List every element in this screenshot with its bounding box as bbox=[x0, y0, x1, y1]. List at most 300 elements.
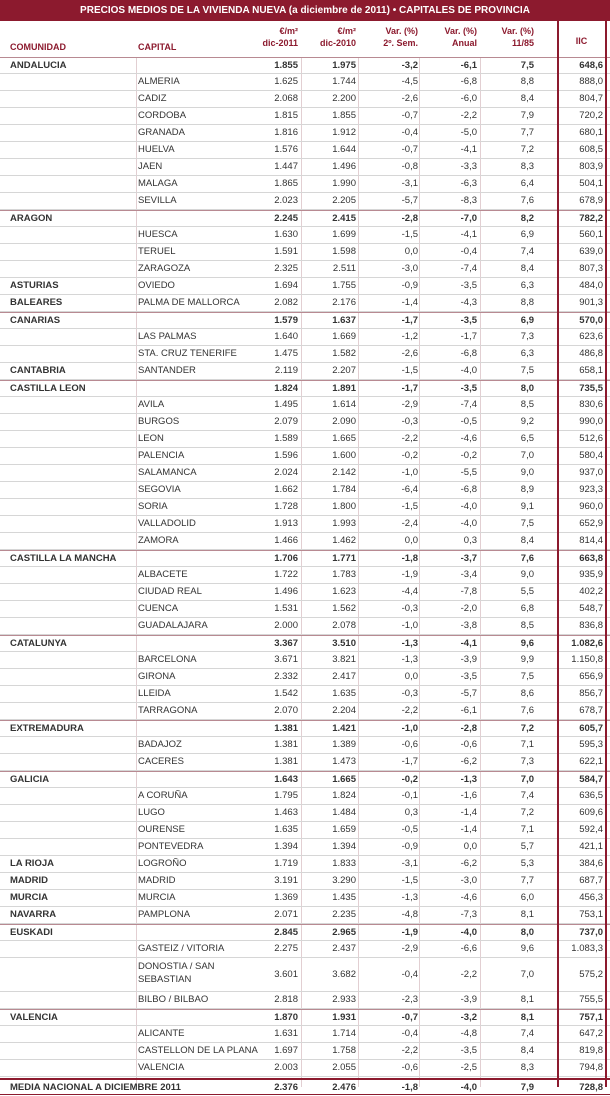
header-var-annual bbox=[420, 25, 477, 49]
header-comunidad: COMUNIDAD bbox=[10, 42, 66, 52]
table-row bbox=[0, 958, 610, 992]
cell-comunidad: ANDALUCIA bbox=[10, 60, 67, 71]
cell-value-c5: 7,2 bbox=[520, 144, 534, 155]
cell-value-c3: -1,7 bbox=[401, 756, 418, 767]
cell-capital: ALICANTE bbox=[138, 1028, 185, 1039]
cell-value-c1: 1.625 bbox=[274, 76, 298, 87]
cell-value-c6: 680,1 bbox=[579, 127, 603, 138]
cell-value-c5: 6,9 bbox=[520, 315, 534, 326]
cell-value-c6: 456,3 bbox=[579, 892, 603, 903]
cell-value-c6: 636,5 bbox=[579, 790, 603, 801]
table-row bbox=[0, 567, 610, 584]
cell-value-c4: -6,1 bbox=[460, 60, 477, 71]
cell-value-c3: -2,8 bbox=[401, 213, 418, 224]
header-price-2011-unit: €/m² bbox=[279, 26, 298, 36]
cell-comunidad bbox=[10, 958, 135, 991]
cell-value-c1: 1.631 bbox=[274, 1028, 298, 1039]
cell-value-c4: -7,4 bbox=[460, 263, 477, 274]
table-row bbox=[0, 482, 610, 499]
cell-value-c2: 3.682 bbox=[332, 969, 356, 980]
total-value-c3: -1,8 bbox=[401, 1082, 418, 1093]
cell-value-c6: 658,1 bbox=[579, 365, 603, 376]
cell-value-c5: 9,9 bbox=[520, 654, 534, 665]
cell-value-c2: 1.699 bbox=[332, 229, 356, 240]
cell-value-c2: 1.389 bbox=[332, 739, 356, 750]
cell-value-c3: -3,1 bbox=[401, 178, 418, 189]
cell-value-c3: -2,9 bbox=[401, 943, 418, 954]
cell-value-c2: 1.665 bbox=[332, 774, 356, 785]
total-row bbox=[0, 1078, 610, 1095]
cell-value-c2: 2.078 bbox=[332, 620, 356, 631]
cell-value-c1: 1.495 bbox=[274, 399, 298, 410]
cell-value-c1: 1.542 bbox=[274, 688, 298, 699]
header-var-semester bbox=[360, 25, 418, 49]
cell-value-c2: 1.891 bbox=[332, 383, 356, 394]
cell-value-c5: 5,7 bbox=[520, 841, 534, 852]
cell-comunidad bbox=[10, 482, 135, 498]
cell-value-c3: -1,3 bbox=[401, 638, 418, 649]
cell-value-c1: 2.275 bbox=[274, 943, 298, 954]
cell-comunidad: CASTILLA LEON bbox=[10, 383, 86, 394]
cell-value-c4: -0,4 bbox=[460, 246, 477, 257]
total-value-c6: 728,8 bbox=[579, 1082, 603, 1093]
cell-value-c3: 0,0 bbox=[404, 246, 418, 257]
cell-value-c1: 2.079 bbox=[274, 416, 298, 427]
cell-capital: SALAMANCA bbox=[138, 467, 197, 478]
region-row bbox=[0, 312, 610, 329]
cell-comunidad bbox=[10, 397, 135, 413]
table-row bbox=[0, 346, 610, 363]
cell-value-c3: -1,8 bbox=[401, 553, 418, 564]
cell-value-c1: 1.697 bbox=[274, 1045, 298, 1056]
cell-comunidad bbox=[10, 261, 135, 277]
cell-capital bbox=[138, 925, 256, 941]
cell-capital: HUELVA bbox=[138, 144, 175, 155]
cell-comunidad bbox=[10, 448, 135, 464]
cell-value-c5: 7,0 bbox=[520, 774, 534, 785]
cell-value-c6: 402,2 bbox=[579, 586, 603, 597]
cell-value-c2: 1.990 bbox=[332, 178, 356, 189]
cell-value-c4: -6,8 bbox=[460, 484, 477, 495]
cell-value-c5: 7,0 bbox=[520, 450, 534, 461]
cell-value-c4: -0,5 bbox=[460, 416, 477, 427]
cell-value-c1: 1.728 bbox=[274, 501, 298, 512]
cell-value-c5: 7,4 bbox=[520, 1028, 534, 1039]
cell-value-c6: 560,1 bbox=[579, 229, 603, 240]
cell-capital: VALLADOLID bbox=[138, 518, 196, 529]
cell-value-c3: 0,0 bbox=[404, 535, 418, 546]
cell-value-c3: -3,1 bbox=[401, 858, 418, 869]
cell-value-c3: -0,9 bbox=[401, 841, 418, 852]
table-row bbox=[0, 703, 610, 720]
cell-value-c6: 935,9 bbox=[579, 569, 603, 580]
table-row bbox=[0, 74, 610, 91]
cell-value-c5: 9,2 bbox=[520, 416, 534, 427]
cell-value-c2: 1.912 bbox=[332, 127, 356, 138]
table-row bbox=[0, 652, 610, 669]
cell-value-c3: -3,2 bbox=[401, 60, 418, 71]
cell-capital: HUESCA bbox=[138, 229, 178, 240]
cell-value-c3: -0,4 bbox=[401, 969, 418, 980]
cell-comunidad: GALICIA bbox=[10, 774, 50, 785]
cell-comunidad bbox=[10, 839, 135, 855]
cell-value-c2: 1.669 bbox=[332, 331, 356, 342]
cell-capital bbox=[138, 381, 256, 397]
region-row bbox=[0, 720, 610, 737]
cell-value-c6: 384,6 bbox=[579, 858, 603, 869]
cell-value-c3: -1,0 bbox=[401, 723, 418, 734]
cell-comunidad bbox=[10, 176, 135, 192]
cell-comunidad bbox=[10, 652, 135, 668]
cell-capital: SANTANDER bbox=[138, 365, 196, 376]
cell-value-c4: -3,9 bbox=[460, 994, 477, 1005]
cell-capital: ZAMORA bbox=[138, 535, 179, 546]
cell-capital: CUENCA bbox=[138, 603, 179, 614]
cell-value-c1: 1.870 bbox=[274, 1012, 298, 1023]
cell-value-c5: 8,8 bbox=[520, 297, 534, 308]
cell-capital: PALENCIA bbox=[138, 450, 185, 461]
cell-value-c3: 0,0 bbox=[404, 671, 418, 682]
cell-comunidad bbox=[10, 618, 135, 634]
cell-value-c4: -4,6 bbox=[460, 892, 477, 903]
cell-capital bbox=[138, 58, 256, 74]
cell-value-c1: 1.706 bbox=[274, 553, 298, 564]
cell-value-c1: 2.003 bbox=[274, 1062, 298, 1073]
table-row bbox=[0, 193, 610, 210]
cell-value-c1: 2.070 bbox=[274, 705, 298, 716]
cell-value-c6: 486,8 bbox=[579, 348, 603, 359]
cell-value-c2: 2.200 bbox=[332, 93, 356, 104]
cell-value-c5: 7,4 bbox=[520, 246, 534, 257]
cell-value-c4: -4,1 bbox=[460, 144, 477, 155]
cell-value-c4: -0,2 bbox=[460, 450, 477, 461]
cell-value-c3: -1,5 bbox=[401, 229, 418, 240]
cell-value-c5: 7,9 bbox=[520, 110, 534, 121]
cell-value-c3: -1,9 bbox=[401, 569, 418, 580]
cell-value-c4: -5,7 bbox=[460, 688, 477, 699]
cell-value-c6: 836,8 bbox=[579, 620, 603, 631]
cell-value-c6: 1.150,8 bbox=[571, 654, 603, 665]
cell-value-c5: 7,7 bbox=[520, 875, 534, 886]
cell-value-c5: 9,0 bbox=[520, 467, 534, 478]
cell-value-c5: 7,5 bbox=[520, 518, 534, 529]
cell-value-c6: 814,4 bbox=[579, 535, 603, 546]
cell-value-c5: 6,4 bbox=[520, 178, 534, 189]
table-row bbox=[0, 363, 610, 380]
cell-value-c3: -0,4 bbox=[401, 127, 418, 138]
header-price-2010-date: dic-2010 bbox=[319, 38, 356, 48]
cell-capital: ALMERIA bbox=[138, 76, 180, 87]
cell-capital bbox=[138, 211, 256, 227]
cell-value-c2: 1.975 bbox=[332, 60, 356, 71]
cell-value-c3: -1,7 bbox=[401, 315, 418, 326]
cell-value-c5: 9,1 bbox=[520, 501, 534, 512]
table-row bbox=[0, 108, 610, 125]
table-row bbox=[0, 176, 610, 193]
cell-value-c6: 753,1 bbox=[579, 909, 603, 920]
cell-value-c1: 1.815 bbox=[274, 110, 298, 121]
region-row bbox=[0, 550, 610, 567]
cell-capital: DONOSTIA / SAN SEBASTIAN bbox=[138, 961, 215, 985]
cell-capital: OVIEDO bbox=[138, 280, 175, 291]
cell-value-c3: -0,3 bbox=[401, 603, 418, 614]
cell-value-c2: 2.176 bbox=[332, 297, 356, 308]
cell-comunidad bbox=[10, 108, 135, 124]
cell-value-c5: 7,5 bbox=[520, 365, 534, 376]
region-row bbox=[0, 1009, 610, 1026]
cell-comunidad bbox=[10, 992, 135, 1008]
cell-value-c3: -0,7 bbox=[401, 1012, 418, 1023]
cell-value-c4: -6,8 bbox=[460, 348, 477, 359]
table-row bbox=[0, 839, 610, 856]
cell-value-c6: 755,5 bbox=[579, 994, 603, 1005]
cell-value-c3: -2,6 bbox=[401, 93, 418, 104]
cell-comunidad: ASTURIAS bbox=[10, 280, 59, 291]
cell-value-c4: -7,3 bbox=[460, 909, 477, 920]
cell-value-c4: -3,5 bbox=[460, 1045, 477, 1056]
cell-value-c5: 8,6 bbox=[520, 688, 534, 699]
cell-value-c4: 0,3 bbox=[463, 535, 477, 546]
cell-capital: SORIA bbox=[138, 501, 168, 512]
cell-capital bbox=[138, 313, 256, 329]
cell-value-c1: 1.913 bbox=[274, 518, 298, 529]
cell-value-c4: -3,2 bbox=[460, 1012, 477, 1023]
cell-value-c1: 1.596 bbox=[274, 450, 298, 461]
cell-value-c3: -0,3 bbox=[401, 688, 418, 699]
table-row bbox=[0, 414, 610, 431]
cell-comunidad bbox=[10, 533, 135, 549]
cell-value-c2: 1.714 bbox=[332, 1028, 356, 1039]
cell-value-c6: 937,0 bbox=[579, 467, 603, 478]
cell-capital: GIRONA bbox=[138, 671, 176, 682]
cell-value-c2: 2.965 bbox=[332, 927, 356, 938]
cell-value-c6: 609,6 bbox=[579, 807, 603, 818]
cell-value-c6: 595,3 bbox=[579, 739, 603, 750]
cell-value-c1: 2.332 bbox=[274, 671, 298, 682]
cell-value-c6: 901,3 bbox=[579, 297, 603, 308]
cell-value-c5: 7,1 bbox=[520, 739, 534, 750]
cell-value-c4: -1,3 bbox=[460, 774, 477, 785]
cell-value-c3: -0,7 bbox=[401, 110, 418, 121]
cell-value-c3: -1,9 bbox=[401, 927, 418, 938]
cell-value-c1: 1.576 bbox=[274, 144, 298, 155]
cell-comunidad: VALENCIA bbox=[10, 1012, 58, 1023]
cell-value-c2: 2.205 bbox=[332, 195, 356, 206]
cell-value-c3: -1,5 bbox=[401, 365, 418, 376]
cell-value-c6: 484,0 bbox=[579, 280, 603, 291]
cell-value-c6: 923,3 bbox=[579, 484, 603, 495]
cell-value-c5: 7,2 bbox=[520, 723, 534, 734]
cell-capital: AVILA bbox=[138, 399, 165, 410]
table-row bbox=[0, 261, 610, 278]
cell-capital: ALBACETE bbox=[138, 569, 188, 580]
cell-capital: BADAJOZ bbox=[138, 739, 182, 750]
cell-value-c6: 830,6 bbox=[579, 399, 603, 410]
cell-value-c3: -4,8 bbox=[401, 909, 418, 920]
cell-value-c1: 1.795 bbox=[274, 790, 298, 801]
cell-value-c5: 7,6 bbox=[520, 195, 534, 206]
header-var-11-85-l1: Var. (%) bbox=[501, 26, 534, 36]
table-row bbox=[0, 907, 610, 924]
cell-value-c5: 7,3 bbox=[520, 756, 534, 767]
cell-value-c3: -0,3 bbox=[401, 416, 418, 427]
cell-value-c4: -6,2 bbox=[460, 756, 477, 767]
cell-value-c6: 794,8 bbox=[579, 1062, 603, 1073]
header-var-semester-l2: 2º. Sem. bbox=[383, 38, 418, 48]
table-title: PRECIOS MEDIOS DE LA VIVIENDA NUEVA (a diciembre de 2011) • CAPITALES DE PROVINCIA bbox=[0, 0, 610, 21]
cell-value-c1: 1.369 bbox=[274, 892, 298, 903]
table-row bbox=[0, 788, 610, 805]
cell-value-c4: -6,3 bbox=[460, 178, 477, 189]
cell-value-c4: -3,5 bbox=[460, 315, 477, 326]
cell-value-c2: 2.207 bbox=[332, 365, 356, 376]
cell-value-c2: 1.484 bbox=[332, 807, 356, 818]
cell-comunidad bbox=[10, 431, 135, 447]
cell-value-c2: 3.821 bbox=[332, 654, 356, 665]
cell-comunidad bbox=[10, 754, 135, 770]
table-row bbox=[0, 516, 610, 533]
header-var-semester-l1: Var. (%) bbox=[385, 26, 418, 36]
cell-value-c5: 7,5 bbox=[520, 671, 534, 682]
cell-comunidad: CANTABRIA bbox=[10, 365, 66, 376]
cell-comunidad: ARAGON bbox=[10, 213, 53, 224]
cell-value-c6: 804,7 bbox=[579, 93, 603, 104]
cell-comunidad: EXTREMADURA bbox=[10, 723, 84, 734]
cell-value-c4: -3,8 bbox=[460, 620, 477, 631]
cell-value-c6: 548,7 bbox=[579, 603, 603, 614]
cell-capital: SEGOVIA bbox=[138, 484, 181, 495]
cell-value-c3: -6,4 bbox=[401, 484, 418, 495]
cell-value-c3: -1,2 bbox=[401, 331, 418, 342]
cell-value-c3: -1,0 bbox=[401, 467, 418, 478]
table-row bbox=[0, 822, 610, 839]
cell-value-c2: 3.290 bbox=[332, 875, 356, 886]
cell-value-c3: -2,2 bbox=[401, 705, 418, 716]
cell-value-c1: 3.367 bbox=[274, 638, 298, 649]
cell-value-c6: 575,2 bbox=[579, 969, 603, 980]
cell-value-c1: 3.601 bbox=[274, 969, 298, 980]
cell-value-c1: 1.381 bbox=[274, 756, 298, 767]
cell-value-c5: 8,0 bbox=[520, 927, 534, 938]
cell-value-c4: -4,6 bbox=[460, 433, 477, 444]
cell-value-c6: 647,2 bbox=[579, 1028, 603, 1039]
cell-value-c6: 623,6 bbox=[579, 331, 603, 342]
cell-capital: CASTELLON DE LA PLANA bbox=[138, 1045, 258, 1056]
cell-value-c2: 1.462 bbox=[332, 535, 356, 546]
cell-value-c6: 678,9 bbox=[579, 195, 603, 206]
cell-value-c6: 639,0 bbox=[579, 246, 603, 257]
cell-value-c4: -4,3 bbox=[460, 297, 477, 308]
cell-value-c2: 2.933 bbox=[332, 994, 356, 1005]
cell-value-c6: 622,1 bbox=[579, 756, 603, 767]
cell-comunidad: CANARIAS bbox=[10, 315, 61, 326]
cell-value-c2: 1.623 bbox=[332, 586, 356, 597]
cell-value-c4: -4,1 bbox=[460, 638, 477, 649]
cell-value-c4: -1,7 bbox=[460, 331, 477, 342]
cell-comunidad bbox=[10, 1026, 135, 1042]
cell-value-c5: 8,5 bbox=[520, 399, 534, 410]
cell-value-c4: -4,0 bbox=[460, 518, 477, 529]
table-row bbox=[0, 329, 610, 346]
cell-value-c1: 3.191 bbox=[274, 875, 298, 886]
cell-value-c3: 0,3 bbox=[404, 807, 418, 818]
cell-value-c2: 1.614 bbox=[332, 399, 356, 410]
cell-value-c1: 1.719 bbox=[274, 858, 298, 869]
cell-value-c3: -0,8 bbox=[401, 161, 418, 172]
cell-value-c5: 8,4 bbox=[520, 93, 534, 104]
cell-value-c5: 8,5 bbox=[520, 620, 534, 631]
cell-value-c2: 1.644 bbox=[332, 144, 356, 155]
cell-value-c4: -7,0 bbox=[460, 213, 477, 224]
total-value-c5: 7,9 bbox=[520, 1082, 534, 1093]
cell-comunidad bbox=[10, 703, 135, 719]
cell-comunidad bbox=[10, 74, 135, 90]
cell-value-c4: -4,0 bbox=[460, 501, 477, 512]
cell-value-c3: -0,2 bbox=[401, 450, 418, 461]
cell-value-c4: -1,6 bbox=[460, 790, 477, 801]
cell-value-c5: 8,9 bbox=[520, 484, 534, 495]
cell-value-c4: -6,1 bbox=[460, 705, 477, 716]
cell-value-c1: 2.023 bbox=[274, 195, 298, 206]
cell-value-c4: -2,8 bbox=[460, 723, 477, 734]
cell-value-c2: 1.800 bbox=[332, 501, 356, 512]
cell-value-c2: 1.421 bbox=[332, 723, 356, 734]
table-row bbox=[0, 499, 610, 516]
table-row bbox=[0, 1060, 610, 1077]
cell-comunidad bbox=[10, 125, 135, 141]
table-row bbox=[0, 159, 610, 176]
cell-value-c3: -4,4 bbox=[401, 586, 418, 597]
cell-capital: BARCELONA bbox=[138, 654, 197, 665]
cell-value-c1: 1.643 bbox=[274, 774, 298, 785]
cell-value-c5: 8,8 bbox=[520, 76, 534, 87]
cell-capital bbox=[138, 551, 256, 567]
cell-comunidad bbox=[10, 193, 135, 209]
cell-value-c1: 1.816 bbox=[274, 127, 298, 138]
header-var-11-85-l2: 11/85 bbox=[511, 38, 534, 48]
cell-value-c3: -0,1 bbox=[401, 790, 418, 801]
cell-value-c1: 3.671 bbox=[274, 654, 298, 665]
cell-value-c2: 1.473 bbox=[332, 756, 356, 767]
cell-value-c4: -3,0 bbox=[460, 875, 477, 886]
cell-value-c2: 1.637 bbox=[332, 315, 356, 326]
cell-value-c6: 782,2 bbox=[579, 213, 603, 224]
cell-value-c5: 6,0 bbox=[520, 892, 534, 903]
cell-comunidad bbox=[10, 329, 135, 345]
cell-comunidad bbox=[10, 414, 135, 430]
cell-value-c4: -3,5 bbox=[460, 280, 477, 291]
cell-comunidad bbox=[10, 567, 135, 583]
cell-value-c1: 1.635 bbox=[274, 824, 298, 835]
cell-value-c2: 1.783 bbox=[332, 569, 356, 580]
cell-value-c4: -4,8 bbox=[460, 1028, 477, 1039]
cell-value-c1: 2.245 bbox=[274, 213, 298, 224]
cell-value-c6: 608,5 bbox=[579, 144, 603, 155]
cell-comunidad bbox=[10, 465, 135, 481]
cell-value-c1: 1.381 bbox=[274, 739, 298, 750]
cell-value-c3: -2,9 bbox=[401, 399, 418, 410]
cell-capital: MADRID bbox=[138, 875, 176, 886]
cell-value-c2: 2.055 bbox=[332, 1062, 356, 1073]
header-var-11-85 bbox=[482, 25, 534, 49]
cell-capital: GUADALAJARA bbox=[138, 620, 208, 631]
cell-value-c2: 1.824 bbox=[332, 790, 356, 801]
cell-capital: LLEIDA bbox=[138, 688, 171, 699]
cell-value-c1: 1.694 bbox=[274, 280, 298, 291]
cell-value-c5: 8,1 bbox=[520, 994, 534, 1005]
cell-value-c2: 2.415 bbox=[332, 213, 356, 224]
region-row bbox=[0, 635, 610, 652]
